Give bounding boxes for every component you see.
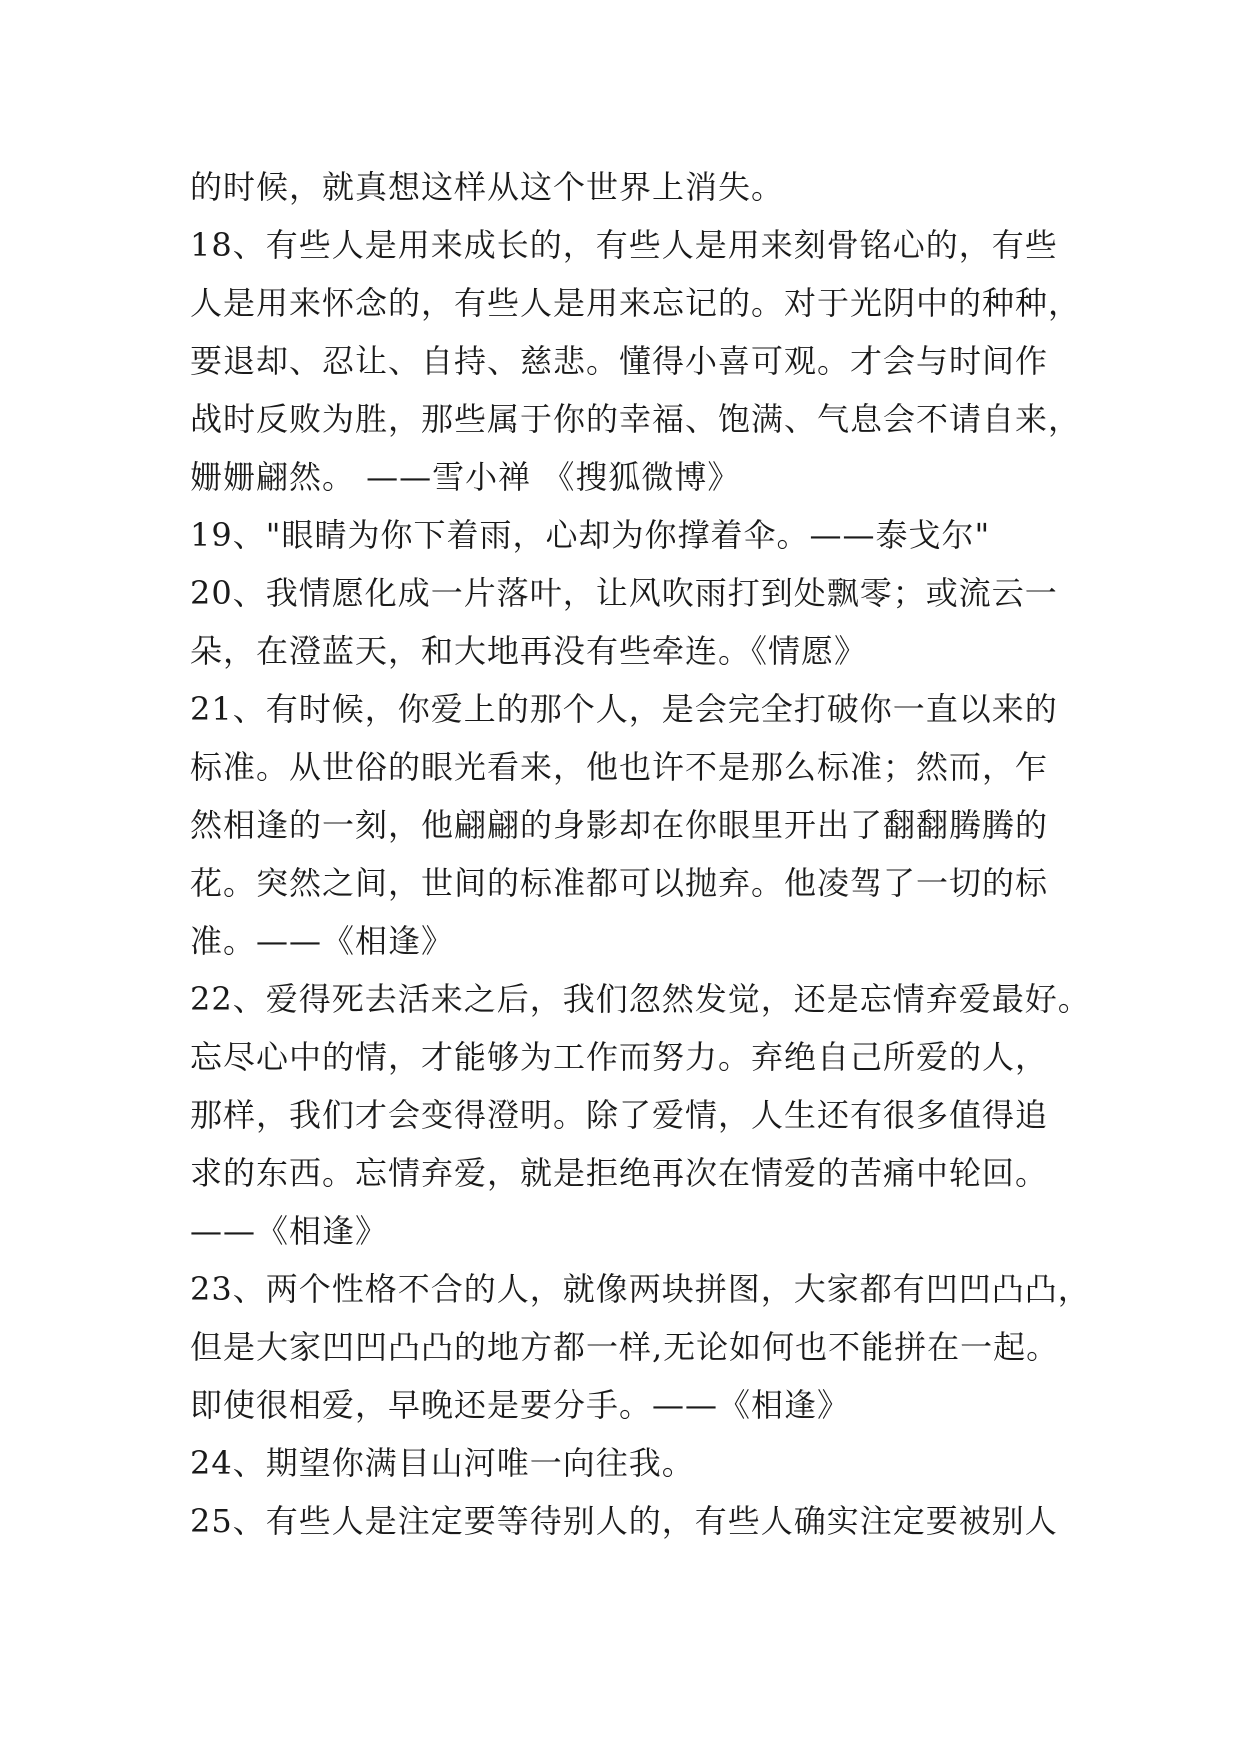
- text-line: 的时候，就真想这样从这个世界上消失。: [190, 168, 785, 206]
- text-line: 忘尽心中的情，才能够为工作而努力。弃绝自己所爱的人，: [190, 1038, 1049, 1076]
- text-line: 朵，在澄蓝天，和大地再没有些牵连。《情愿》: [190, 632, 868, 670]
- text-line: 准。——《相逢》: [190, 922, 455, 960]
- text-line: 19、"眼睛为你下着雨，心却为你撑着伞。——泰戈尔": [190, 516, 991, 554]
- text-line: 标准。从世俗的眼光看来，他也许不是那么标准；然而，乍: [190, 748, 1049, 786]
- text-line: 花。突然之间，世间的标准都可以抛弃。他凌驾了一切的标: [190, 864, 1049, 902]
- text-line: 那样，我们才会变得澄明。除了爱情，人生还有很多值得追: [190, 1096, 1049, 1134]
- text-line: 姗姗翩然。 ——雪小禅 《搜狐微博》: [190, 458, 741, 496]
- text-line: 要退却、忍让、自持、慈悲。懂得小喜可观。才会与时间作: [190, 342, 1049, 380]
- text-line: 人是用来怀念的，有些人是用来忘记的。对于光阴中的种种，: [190, 284, 1082, 322]
- text-line: 但是大家凹凹凸凸的地方都一样,无论如何也不能拼在一起。: [190, 1328, 1060, 1366]
- text-line: 然相逢的一刻，他翩翩的身影却在你眼里开出了翻翻腾腾的: [190, 806, 1049, 844]
- text-line: 战时反败为胜，那些属于你的幸福、饱满、气息会不请自来，: [190, 400, 1082, 438]
- text-line: 18、有些人是用来成长的，有些人是用来刻骨铭心的，有些: [190, 226, 1058, 264]
- document-body: [190, 158, 1091, 1550]
- text-line: 23、两个性格不合的人，就像两块拼图，大家都有凹凹凸凸，: [190, 1270, 1091, 1308]
- text-line: 求的东西。忘情弃爱，就是拒绝再次在情爱的苦痛中轮回。: [190, 1154, 1049, 1192]
- text-line: 即使很相爱，早晚还是要分手。——《相逢》: [190, 1386, 851, 1424]
- text-line: 25、有些人是注定要等待别人的，有些人确实注定要被别人: [190, 1502, 1058, 1540]
- text-line: 21、有时候，你爱上的那个人，是会完全打破你一直以来的: [190, 690, 1058, 728]
- text-line: 24、期望你满目山河唯一向往我。: [190, 1444, 695, 1482]
- text-line: 20、我情愿化成一片落叶，让风吹雨打到处飘零；或流云一: [190, 574, 1058, 612]
- text-line: ——《相逢》: [190, 1212, 389, 1250]
- text-line: 22、爱得死去活来之后，我们忽然发觉，还是忘情弃爱最好。: [190, 980, 1091, 1018]
